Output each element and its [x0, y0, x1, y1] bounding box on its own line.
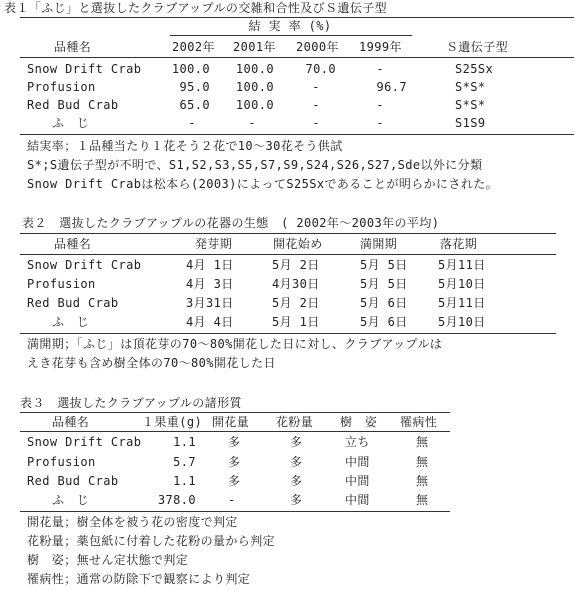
table1-bottom-rule: [20, 134, 574, 135]
cell-full-bloom: 5月 5日: [360, 277, 408, 291]
col-header-2002: 2002年: [172, 40, 215, 54]
cell-first-bloom: 5月 2日: [272, 296, 320, 310]
cell-pollen-amount: 多: [290, 493, 303, 507]
cell-tree-form: 中間: [345, 493, 370, 507]
cell-first-bloom: 5月 1日: [272, 315, 320, 329]
cell-pollen-amount: 多: [290, 474, 303, 488]
col-header-petal-fall: 落花期: [440, 237, 478, 251]
cell-bloom-amount: 多: [228, 474, 241, 488]
cell-2001: -: [248, 116, 256, 130]
cell-petal-fall: 5月11日: [438, 258, 486, 272]
cell-2002: -: [188, 116, 196, 130]
cell-1999: 96.7: [376, 80, 407, 94]
table1-note: S*;S遺伝子型が不明で、S1,S2,S3,S5,S7,S9,S24,S26,S27,Sde以外に分類: [27, 158, 483, 172]
cell-bloom-amount: 多: [228, 435, 241, 449]
table3-note: 罹病性；通常の防除下で観察により判定: [27, 572, 251, 586]
cell-2002: 95.0: [179, 80, 210, 94]
table1-group-rule: [170, 35, 412, 36]
cell-first-bloom: 5月 2日: [272, 258, 320, 272]
cell-2001: 100.0: [235, 80, 274, 94]
table3-note: 樹 姿；無せん定状態で判定: [27, 553, 189, 567]
cell-petal-fall: 5月10日: [438, 277, 486, 291]
col-header-variety: 品種名: [52, 415, 90, 429]
cell-disease: 無: [416, 455, 429, 469]
col-header-variety: 品種名: [54, 40, 92, 54]
table1-header-rule: [20, 57, 574, 58]
row-variety: Snow Drift Crab: [27, 258, 142, 272]
cell-pollen-amount: 多: [290, 435, 303, 449]
cell-disease: 無: [416, 474, 429, 488]
table2-title: 表２ 選抜したクラブアップルの花器の生態 ( 2002年～2003年の平均): [22, 216, 440, 230]
cell-full-bloom: 5月 6日: [360, 315, 408, 329]
table2-note: えき花芽も含め樹全体の70～80%開花した日: [27, 356, 276, 370]
row-variety: Snow Drift Crab: [27, 62, 142, 76]
row-variety: Profusion: [27, 277, 96, 291]
cell-disease: 無: [416, 435, 429, 449]
cell-budbreak: 3月31日: [186, 296, 234, 310]
table2-header-rule: [20, 254, 556, 255]
cell-2000: -: [312, 80, 320, 94]
cell-budbreak: 4月 1日: [186, 258, 234, 272]
cell-s-genotype: S*S*: [455, 98, 486, 112]
row-variety: Profusion: [27, 455, 96, 469]
cell-disease: 無: [416, 493, 429, 507]
cell-petal-fall: 5月10日: [438, 315, 486, 329]
row-variety: ふ じ: [52, 315, 90, 329]
col-header-2001: 2001年: [233, 40, 276, 54]
table1-note: Snow Drift Crabは松本ら(2003)によってS25Sxであることが明らかにされた。: [27, 177, 499, 191]
col-header-1999: 1999年: [359, 40, 402, 54]
cell-fruit-weight: 5.7: [173, 455, 196, 469]
col-header-first-bloom: 開花始め: [273, 237, 323, 251]
cell-2001: 100.0: [235, 62, 274, 76]
col-header-2000: 2000年: [296, 40, 339, 54]
col-header-disease: 罹病性: [400, 415, 438, 429]
col-header-pollen-amount: 花粉量: [276, 415, 314, 429]
cell-tree-form: 中間: [345, 455, 370, 469]
table1-top-rule: [20, 17, 574, 18]
cell-petal-fall: 5月11日: [438, 296, 486, 310]
cell-2000: 70.0: [305, 62, 336, 76]
cell-fruit-weight: 1.1: [173, 474, 196, 488]
col-header-fruit-weight: １果重(g): [142, 415, 203, 429]
cell-pollen-amount: 多: [290, 455, 303, 469]
cell-2000: -: [312, 116, 320, 130]
cell-2001: 100.0: [235, 98, 274, 112]
cell-1999: -: [376, 62, 384, 76]
cell-1999: -: [376, 98, 384, 112]
table3-title: 表３ 選抜したクラブアップルの諸形質: [20, 396, 242, 410]
col-header-bloom-amount: 開花量: [212, 415, 250, 429]
cell-tree-form: 中間: [345, 474, 370, 488]
col-header-s-genotype: Ｓ遺伝子型: [446, 40, 509, 54]
col-header-variety: 品種名: [54, 237, 92, 251]
cell-s-genotype: S*S*: [455, 80, 486, 94]
cell-s-genotype: S25Sx: [455, 62, 494, 76]
cell-budbreak: 4月 3日: [186, 277, 234, 291]
table2-note: 満開期；「ふじ」は頂花芽の70～80%開花した日に対し、クラブアップルは: [27, 337, 443, 351]
table3-note: 開花量；樹全体を被う花の密度で判定: [27, 515, 238, 529]
row-variety: ふ じ: [52, 116, 90, 130]
row-variety: Profusion: [27, 80, 96, 94]
table1-note: 結実率；１品種当たり１花そう２花で10～30花そう供試: [27, 139, 343, 153]
table3-top-rule: [20, 412, 450, 413]
col-header-full-bloom: 満開期: [360, 237, 398, 251]
table1-title: 表１「ふじ」と選抜したクラブアップルの交雑和合性及びＳ遺伝子型: [4, 1, 388, 15]
row-variety: Snow Drift Crab: [27, 435, 142, 449]
cell-bloom-amount: 多: [228, 455, 241, 469]
cell-budbreak: 4月 4日: [186, 315, 234, 329]
cell-bloom-amount: -: [228, 493, 236, 507]
cell-2002: 65.0: [179, 98, 210, 112]
cell-2000: -: [312, 98, 320, 112]
table3-note: 花粉量；薬包紙に付着した花粉の量から判定: [27, 534, 276, 548]
cell-fruit-weight: 1.1: [173, 435, 196, 449]
table2-bottom-rule: [20, 333, 556, 334]
row-variety: Red Bud Crab: [27, 296, 119, 310]
cell-1999: -: [376, 116, 384, 130]
cell-full-bloom: 5月 5日: [360, 258, 408, 272]
table2-top-rule: [20, 233, 556, 234]
cell-s-genotype: S1S9: [455, 116, 486, 130]
row-variety: ふ じ: [52, 493, 90, 507]
cell-first-bloom: 4月30日: [272, 277, 320, 291]
table3-header-rule: [20, 431, 450, 432]
table3-bottom-rule: [20, 511, 450, 512]
cell-tree-form: 立ち: [345, 435, 370, 449]
cell-fruit-weight: 378.0: [157, 493, 196, 507]
col-header-tree-form: 樹 姿: [340, 415, 378, 429]
col-header-budbreak: 発芽期: [195, 237, 233, 251]
table1-group-header: 結 実 率 (%): [248, 19, 332, 33]
cell-full-bloom: 5月 6日: [360, 296, 408, 310]
row-variety: Red Bud Crab: [27, 474, 119, 488]
cell-2002: 100.0: [171, 62, 210, 76]
row-variety: Red Bud Crab: [27, 98, 119, 112]
